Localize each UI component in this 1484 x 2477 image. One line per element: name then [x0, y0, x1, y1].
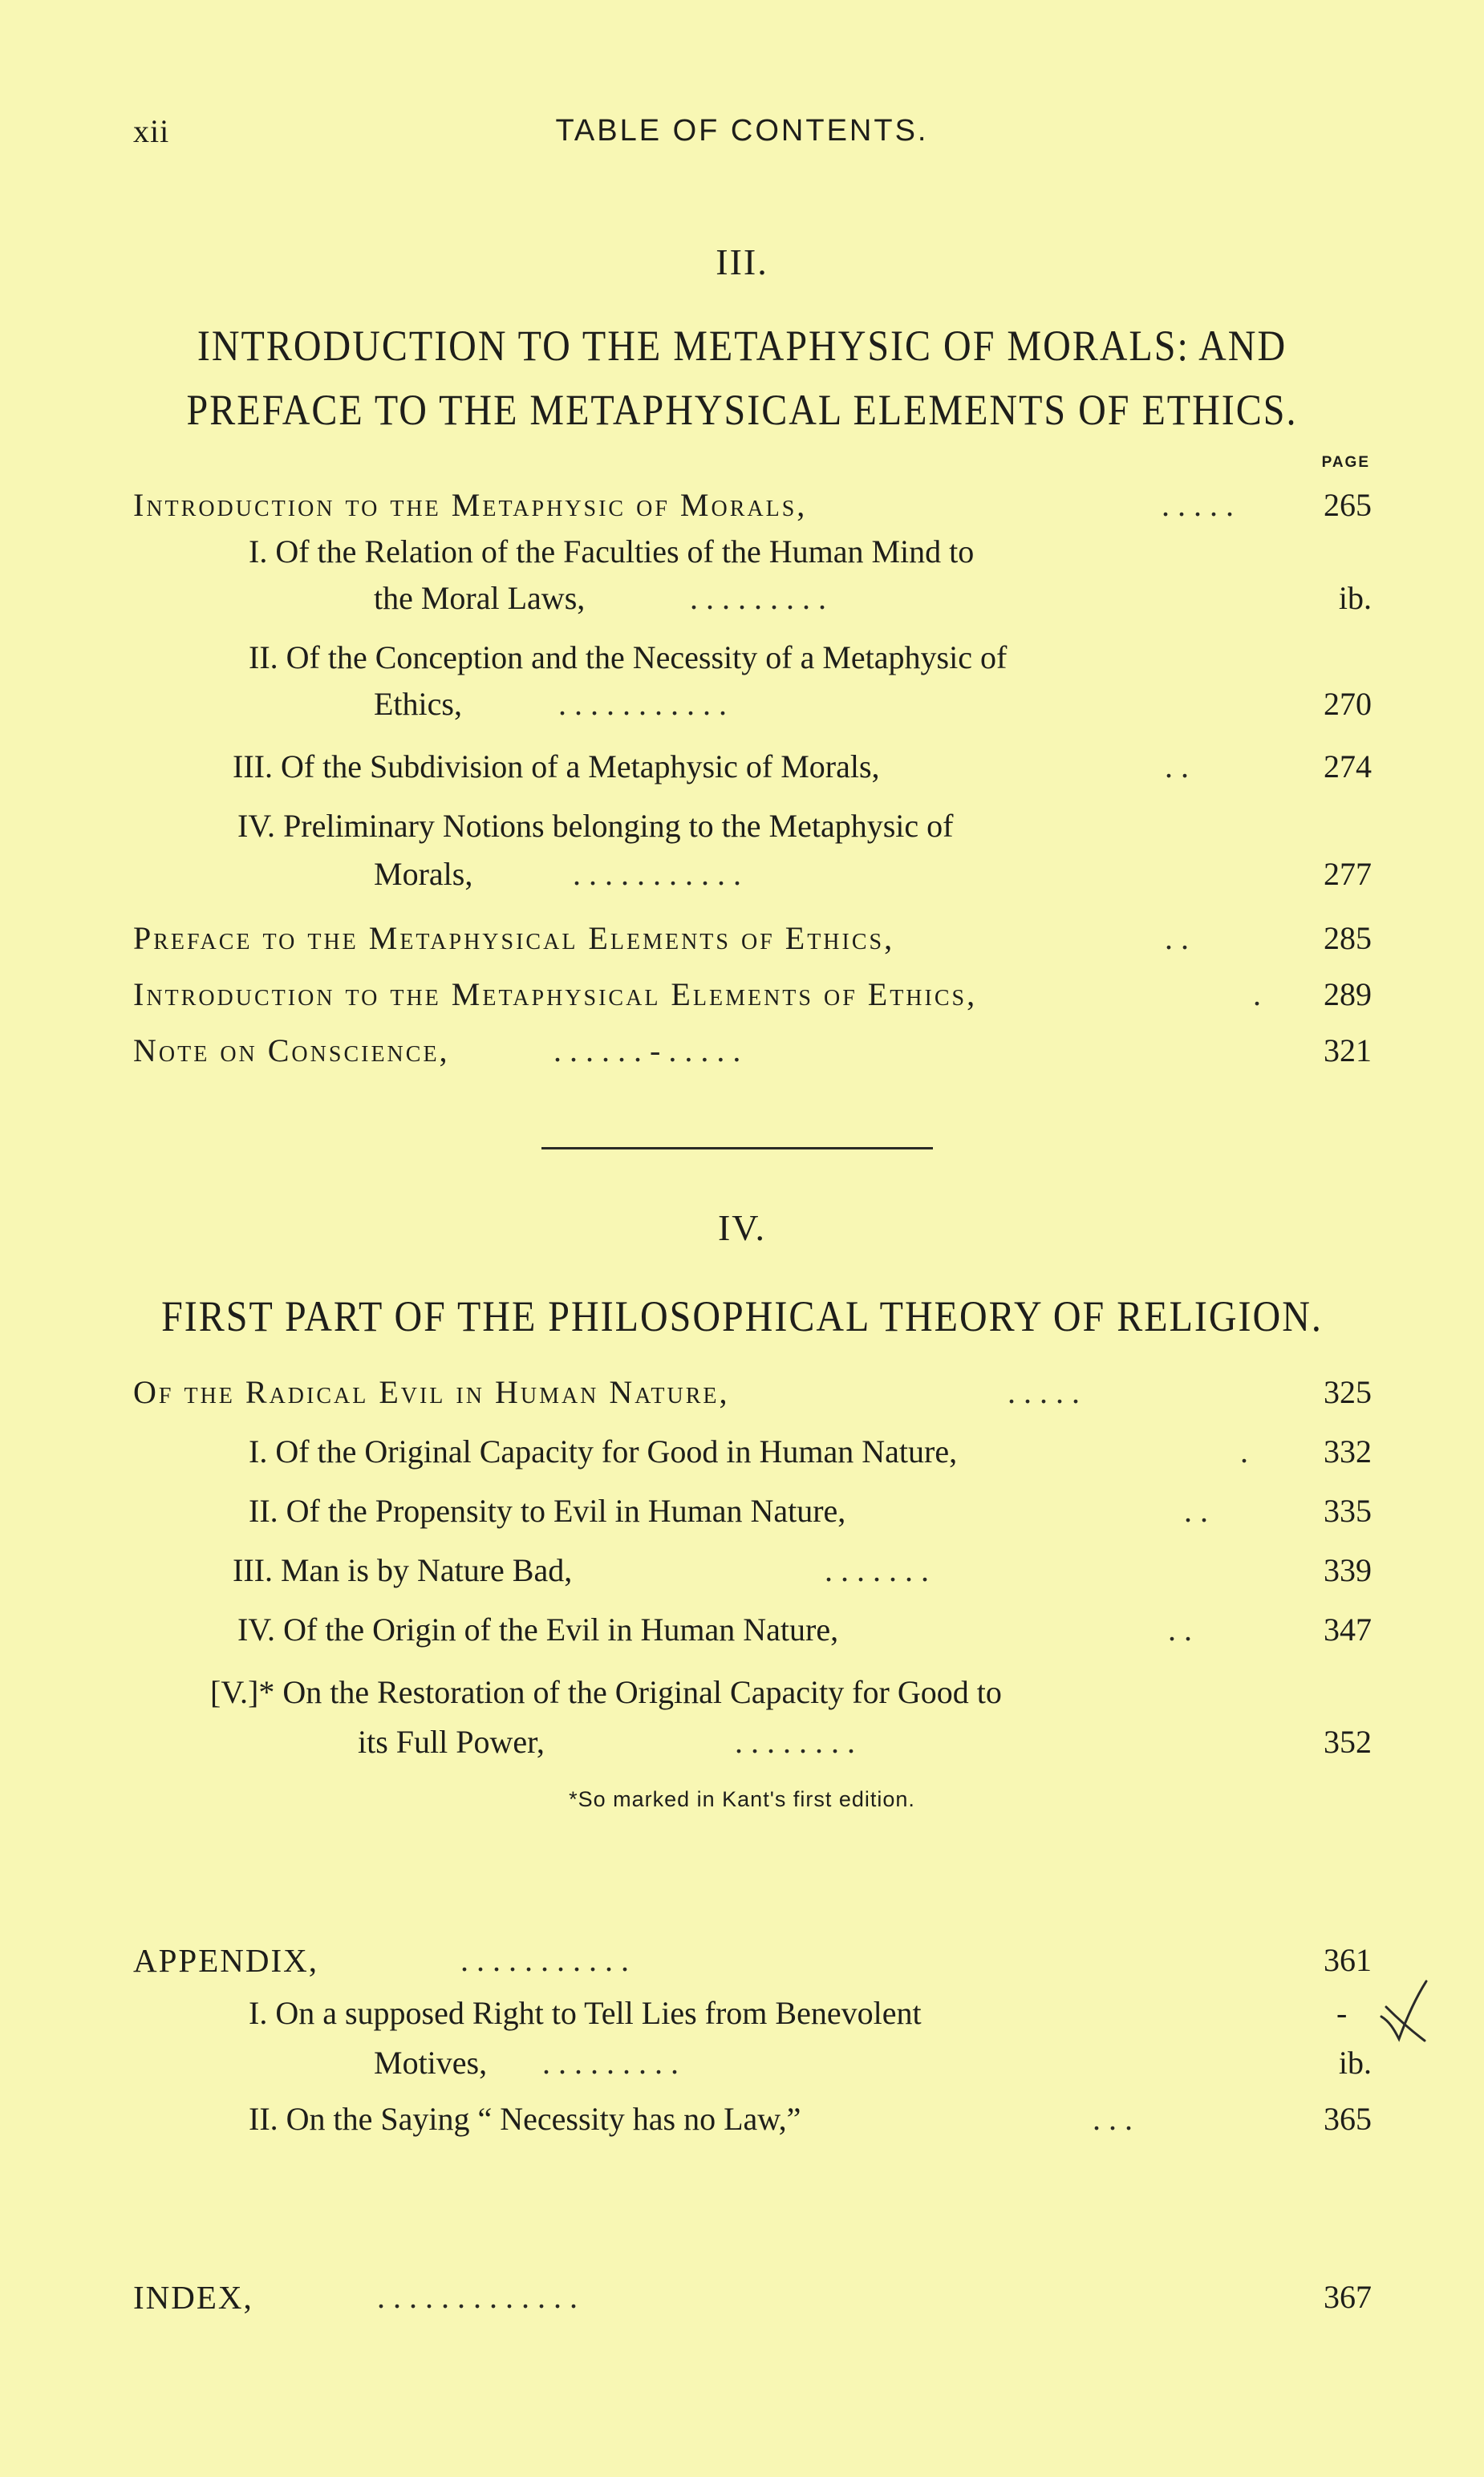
- entry-page: 365: [1324, 2101, 1372, 2137]
- entry-text: [249, 2100, 801, 2138]
- index-title: INDEX,: [133, 2279, 253, 2316]
- entry-title: On the Saying “ Necessity has no Law,”: [286, 2101, 801, 2137]
- entry-page: 277: [1324, 856, 1372, 892]
- dot-leader: .: [1240, 1433, 1248, 1470]
- toc-entry: [133, 2278, 1372, 2318]
- entry-text: [237, 1611, 838, 1648]
- toc-entry-continuation: [374, 855, 1372, 895]
- entry-page: 361: [1324, 1942, 1372, 1978]
- dot-leader: . . . . . . . . . . .: [573, 856, 741, 892]
- part3-title-line1: INTRODUCTION TO THE METAPHYSIC OF MORALS: AND: [197, 322, 1287, 371]
- entry-page: 352: [1324, 1724, 1372, 1760]
- toc-entry: [249, 1994, 1291, 2034]
- entry-page: 270: [1324, 686, 1372, 722]
- toc-entry: [233, 748, 1372, 788]
- entry-title-cont: the Moral Laws,: [374, 580, 586, 616]
- toc-entry: [249, 533, 1291, 573]
- toc-entry: [133, 1373, 1372, 1413]
- entry-text: [249, 639, 1007, 676]
- dot-leader: . . . . . . . . . . .: [460, 1942, 629, 1978]
- toc-entry: [237, 1611, 1372, 1651]
- entry-text: [233, 748, 880, 785]
- margin-dash-text: -: [1336, 1995, 1348, 2031]
- entry-page: 285: [1324, 920, 1372, 956]
- entry-number: I.: [249, 1433, 268, 1470]
- section-divider: [541, 1147, 933, 1149]
- entry-page: 274: [1324, 748, 1372, 784]
- entry-text: [237, 807, 954, 845]
- entry-title: Of the Origin of the Evil in Human Nature,: [283, 1611, 839, 1648]
- entry-page: ib.: [1338, 580, 1372, 616]
- entry-title: Of the Conception and the Necessity of a Metaphysic of: [286, 639, 1008, 675]
- entry-page: 335: [1324, 1493, 1372, 1529]
- toc-entry: [210, 1673, 1291, 1713]
- entry-title: Preface to the Metaphysical Elements of Ethics,: [133, 920, 895, 956]
- part3-title-line2: PREFACE TO THE METAPHYSICAL ELEMENTS OF ETHICS.: [186, 386, 1298, 435]
- toc-entry-continuation: [358, 1723, 1372, 1763]
- entry-title: Of the Radical Evil in Human Nature,: [133, 1374, 730, 1410]
- page-number: xii: [133, 113, 170, 149]
- dot-leader: . . . . . . . . . . . . .: [377, 2279, 578, 2315]
- entry-title: Preliminary Notions belonging to the Metaphysic of: [283, 808, 954, 844]
- toc-entry: [237, 807, 1291, 847]
- entry-page: 325: [1324, 1374, 1372, 1410]
- toc-entry: [133, 486, 1372, 526]
- entry-number: III.: [233, 748, 273, 784]
- dot-leader: . . . . .: [1008, 1374, 1080, 1410]
- toc-entry: [249, 1492, 1372, 1532]
- toc-entry-continuation: [374, 2044, 1372, 2084]
- entry-number: III.: [233, 1552, 273, 1588]
- entry-title-cont: Morals,: [374, 856, 473, 892]
- part3-numeral: III.: [716, 241, 768, 282]
- dot-leader: . .: [1168, 1611, 1192, 1648]
- entry-title: Introduction to the Metaphysic of Morals,: [133, 487, 808, 523]
- entry-text: [249, 1492, 845, 1530]
- entry-title: Of the Original Capacity for Good in Human Nature,: [275, 1433, 958, 1470]
- entry-page: ib.: [1338, 2045, 1372, 2081]
- entry-text: [210, 1673, 1002, 1711]
- toc-entry: [133, 975, 1372, 1016]
- appendix-title: APPENDIX,: [133, 1942, 318, 1979]
- dot-leader: .: [1253, 976, 1261, 1012]
- entry-title-cont: Motives,: [374, 2045, 488, 2081]
- toc-entry: [133, 1941, 1372, 1981]
- part4-numeral: IV.: [717, 1207, 767, 1248]
- dot-leader: . . . . . . . . .: [542, 2045, 679, 2081]
- entry-title: Note on Conscience,: [133, 1032, 450, 1068]
- entry-page: 339: [1324, 1552, 1372, 1588]
- entry-page: 332: [1324, 1433, 1372, 1470]
- entry-number: I.: [249, 1995, 268, 2031]
- entry-title: Man is by Nature Bad,: [280, 1552, 573, 1588]
- entry-number: IV.: [237, 1611, 276, 1648]
- entry-number: II.: [249, 2101, 278, 2137]
- toc-entry-continuation: [374, 579, 1372, 619]
- entry-text: [249, 533, 974, 570]
- footnote: *So marked in Kant's first edition.: [569, 1787, 915, 1811]
- entry-page: 321: [1324, 1032, 1372, 1068]
- entry-title: Of the Subdivision of a Metaphysic of Morals,: [280, 748, 880, 784]
- entry-text: [249, 1994, 922, 2032]
- toc-entry: [233, 1551, 1372, 1591]
- entry-title: On the Restoration of the Original Capacity for Good to: [282, 1674, 1002, 1710]
- entry-title: Of the Propensity to Evil in Human Nature,: [286, 1493, 846, 1529]
- entry-number: II.: [249, 639, 278, 675]
- toc-entry: [133, 919, 1372, 959]
- pencil-check-mark-icon: [1375, 1975, 1431, 2047]
- dot-leader: . . . . . . - . . . . .: [553, 1032, 741, 1068]
- entry-title: Introduction to the Metaphysical Elements of Ethics,: [133, 976, 978, 1012]
- dot-leader: . . . . . . . .: [735, 1724, 855, 1760]
- running-title: TABLE OF CONTENTS.: [555, 114, 929, 148]
- entry-number: II.: [249, 1493, 278, 1529]
- dot-leader: . .: [1184, 1493, 1208, 1529]
- dot-leader: . .: [1165, 748, 1189, 784]
- entry-title-cont: Ethics,: [374, 686, 462, 722]
- margin-dash: [1336, 1994, 1360, 2034]
- part4-title: FIRST PART OF THE PHILOSOPHICAL THEORY OF RELIGION.: [161, 1292, 1323, 1341]
- entry-text: [233, 1551, 572, 1589]
- entry-page: 289: [1324, 976, 1372, 1012]
- entry-title-cont: its Full Power,: [358, 1724, 545, 1760]
- page-column-label: PAGE: [1321, 454, 1370, 471]
- toc-entry: [249, 2100, 1372, 2140]
- entry-page: 265: [1324, 487, 1372, 523]
- dot-leader: . . . . . . .: [825, 1552, 929, 1588]
- toc-entry-continuation: [374, 685, 1372, 725]
- dot-leader: . . .: [1093, 2101, 1133, 2137]
- entry-page: 367: [1324, 2279, 1372, 2315]
- entry-title: On a supposed Right to Tell Lies from Benevolent: [275, 1995, 922, 2031]
- entry-number: [V.]*: [210, 1674, 275, 1710]
- dot-leader: . . . . . . . . .: [690, 580, 826, 616]
- entry-title: Of the Relation of the Faculties of the Human Mind to: [275, 533, 975, 570]
- entry-text: [249, 1433, 957, 1470]
- toc-entry: [133, 1032, 1372, 1072]
- toc-entry: [249, 639, 1291, 679]
- dot-leader: . . . . .: [1162, 487, 1234, 523]
- dot-leader: . .: [1165, 920, 1189, 956]
- entry-number: I.: [249, 533, 268, 570]
- dot-leader: . . . . . . . . . . .: [558, 686, 727, 722]
- toc-entry: [249, 1433, 1372, 1473]
- entry-page: 347: [1324, 1611, 1372, 1648]
- entry-number: IV.: [237, 808, 276, 844]
